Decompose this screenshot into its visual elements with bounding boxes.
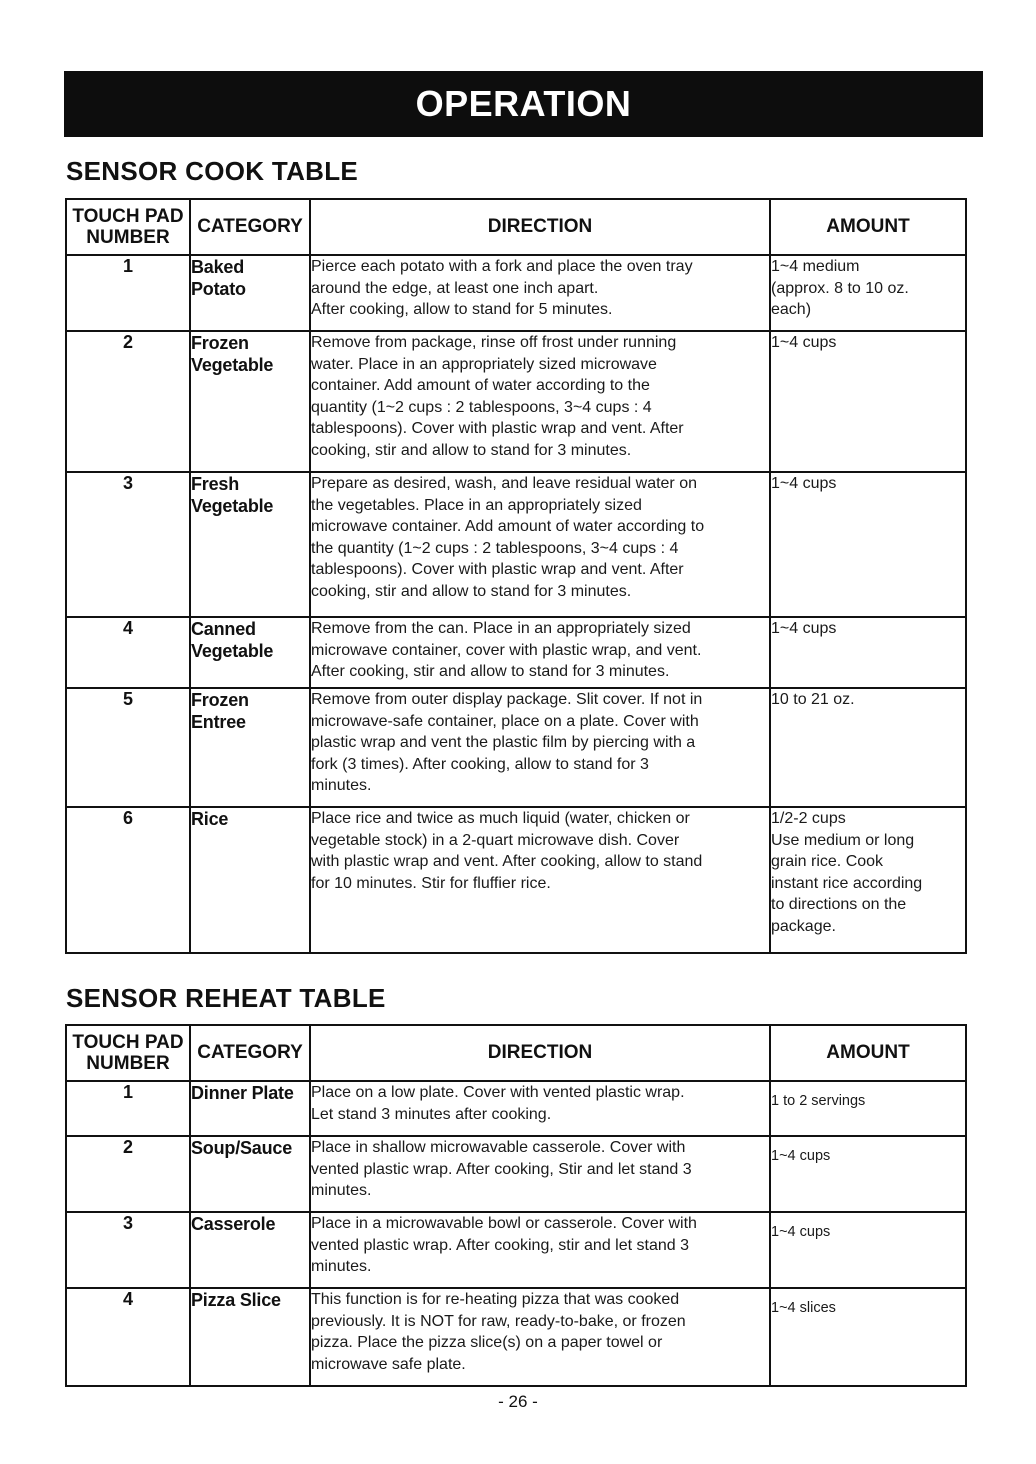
row-number: 3 [66,472,190,617]
table-row [66,688,966,807]
table-row [66,255,966,331]
row-direction [310,1288,770,1386]
table-row [66,617,966,688]
row-category-line: Vegetable [191,641,274,661]
row-amount-line: 1 to 2 servings [771,1093,866,1109]
row-category [190,1212,310,1288]
row-amount-line: 1~4 medium [771,258,860,275]
row-direction-line: Let stand 3 minutes after cooking. [311,1105,552,1123]
row-category-line: Frozen [191,333,249,353]
header-line: NUMBER [86,1053,170,1074]
table-header-row [66,199,966,255]
row-number: 3 [66,1212,190,1288]
header-line: NUMBER [86,227,170,248]
row-direction-line: After cooking, allow to stand for 5 minutes. [311,301,613,318]
header-line: TOUCH PAD [72,206,184,227]
row-category [190,1288,310,1386]
row-number: 6 [66,807,190,953]
row-category [190,1136,310,1212]
row-amount [770,688,966,807]
row-number: 2 [66,1136,190,1212]
row-direction-line: Place rice and twice as much liquid (water, chicken or [311,810,690,827]
row-direction-line: pizza. Place the pizza slice(s) on a paper towel or [311,1334,663,1351]
row-number: 4 [66,1288,190,1386]
row-category-line: Vegetable [191,496,274,516]
row-direction-line: After cooking, stir and allow to stand for 3 minutes. [311,663,670,680]
row-direction-line: Place in shallow microwavable casserole. Cover with [311,1139,686,1156]
column-header-number [66,199,190,255]
row-direction-line: tablespoons). Cover with plastic wrap and vent. After [311,561,684,578]
row-direction-line: minutes. [311,777,372,794]
row-amount-line: grain rice. Cook [771,853,884,870]
column-header-amount: AMOUNT [770,199,966,255]
row-amount-line: each) [771,301,812,318]
row-number: 4 [66,617,190,688]
row-direction-line: plastic wrap and vent the plastic film by piercing with a [311,734,696,751]
row-amount [770,1136,966,1212]
row-direction-line: microwave safe plate. [311,1355,466,1373]
page-banner: OPERATION [64,71,983,137]
row-direction-line: quantity (1~2 cups : 2 tablespoons, 3~4 cups : 4 [311,398,652,416]
row-category-line: Dinner Plate [191,1083,294,1103]
header-line: TOUCH PAD [72,1032,184,1053]
sensor-cook-table [65,198,967,954]
row-direction-line: Remove from the can. Place in an appropriately sized [311,620,691,637]
row-direction-line: vegetable stock) in a 2-quart microwave dish. Cover [311,831,680,849]
row-number: 5 [66,688,190,807]
page-number: - 26 - [498,1392,538,1411]
row-amount-line: 1~4 cups [771,1148,831,1164]
row-amount-line: instant rice according [771,874,923,892]
row-direction-line: with plastic wrap and vent. After cooking, allow to stand [311,853,703,870]
row-category-line: Canned [191,619,256,639]
row-amount-line: package. [771,917,836,935]
row-direction-line: tablespoons). Cover with plastic wrap and vent. After [311,420,684,437]
column-header-direction: DIRECTION [310,199,770,255]
row-direction [310,1081,770,1136]
row-category [190,688,310,807]
row-amount-line: 1~4 cups [771,475,837,492]
row-direction-line: Place on a low plate. Cover with vented plastic wrap. [311,1084,685,1101]
row-amount [770,617,966,688]
row-direction-line: the quantity (1~2 cups : 2 tablespoons, 3~4 cups : 4 [311,539,679,557]
column-header-category: CATEGORY [190,199,310,255]
table-row [66,1212,966,1288]
row-direction-line: microwave container. Add amount of water according to [311,518,705,535]
row-amount [770,472,966,617]
row-direction-line: container. Add amount of water according to the [311,377,650,394]
row-direction [310,688,770,807]
row-direction [310,472,770,617]
sensor-reheat-title: SENSOR REHEAT TABLE [66,983,386,1013]
row-category-line: Fresh [191,474,240,494]
row-amount [770,1081,966,1136]
row-direction [310,1136,770,1212]
row-number: 1 [66,255,190,331]
row-category-line: Frozen [191,690,249,710]
row-amount-line: 1~4 cups [771,334,837,351]
row-category [190,331,310,472]
row-direction-line: Prepare as desired, wash, and leave residual water on [311,475,697,492]
row-direction-line: cooking, stir and allow to stand for 3 minutes. [311,441,632,459]
row-direction-line: vented plastic wrap. After cooking, stir and let stand 3 [311,1236,689,1254]
column-header-amount: AMOUNT [770,1025,966,1081]
row-amount [770,1288,966,1386]
row-amount-line: 10 to 21 oz. [771,691,855,708]
row-category-line: Potato [191,279,246,299]
sensor-cook-title: SENSOR COOK TABLE [66,156,359,186]
row-direction-line: Remove from outer display package. Slit cover. If not in [311,691,703,708]
row-direction-line: microwave container, cover with plastic wrap, and vent. [311,641,702,659]
row-direction-line: minutes. [311,1182,372,1199]
row-amount [770,255,966,331]
row-number: 2 [66,331,190,472]
row-category [190,617,310,688]
column-header-direction: DIRECTION [310,1025,770,1081]
column-header-category: CATEGORY [190,1025,310,1081]
row-category [190,472,310,617]
row-direction [310,255,770,331]
row-direction-line: minutes. [311,1258,372,1275]
table-row [66,1136,966,1212]
row-direction-line: water. Place in an appropriately sized microwave [311,355,657,373]
table-row [66,472,966,617]
table-header-row [66,1025,966,1081]
row-direction-line: the vegetables. Place in an appropriately sized [311,496,642,514]
row-category-line: Vegetable [191,355,274,375]
row-number: 1 [66,1081,190,1136]
table-row [66,807,966,953]
row-category-line: Baked [191,257,245,277]
sensor-reheat-table [65,1024,967,1387]
row-direction-line: microwave-safe container, place on a plate. Cover with [311,712,699,730]
row-category [190,255,310,331]
row-direction-line: around the edge, at least one inch apart. [311,279,599,297]
row-direction-line: for 10 minutes. Stir for fluffier rice. [311,874,551,892]
row-amount-line: Use medium or long [771,831,915,849]
row-direction-line: Remove from package, rinse off frost under running [311,334,677,351]
row-direction [310,807,770,953]
row-category [190,1081,310,1136]
row-amount-line: to directions on the [771,896,907,913]
row-direction-line: previously. It is NOT for raw, ready-to-bake, or frozen [311,1312,686,1330]
row-category [190,807,310,953]
row-amount-line: 1~4 cups [771,620,837,637]
row-direction [310,1212,770,1288]
column-header-number [66,1025,190,1081]
row-category-line: Soup/Sauce [191,1138,293,1158]
row-amount [770,1212,966,1288]
row-direction-line: fork (3 times). After cooking, allow to stand for 3 [311,755,649,773]
row-amount-line: 1/2-2 cups [771,810,846,827]
row-direction-line: vented plastic wrap. After cooking, Stir and let stand 3 [311,1160,692,1178]
row-direction-line: Pierce each potato with a fork and place the oven tray [311,258,693,275]
row-category-line: Casserole [191,1214,276,1234]
row-direction-line: Place in a microwavable bowl or casserole. Cover with [311,1215,697,1232]
table-row [66,1081,966,1136]
row-category-line: Entree [191,712,246,732]
row-direction-line: This function is for re-heating pizza that was cooked [311,1291,680,1308]
row-category-line: Pizza Slice [191,1290,281,1310]
row-category-line: Rice [191,809,229,829]
row-amount [770,331,966,472]
table-row [66,331,966,472]
row-direction [310,331,770,472]
row-amount [770,807,966,953]
row-direction [310,617,770,688]
row-amount-line: (approx. 8 to 10 oz. [771,279,909,297]
table-row [66,1288,966,1386]
row-amount-line: 1~4 slices [771,1300,836,1316]
row-direction-line: cooking, stir and allow to stand for 3 minutes. [311,582,632,600]
row-amount-line: 1~4 cups [771,1224,831,1240]
